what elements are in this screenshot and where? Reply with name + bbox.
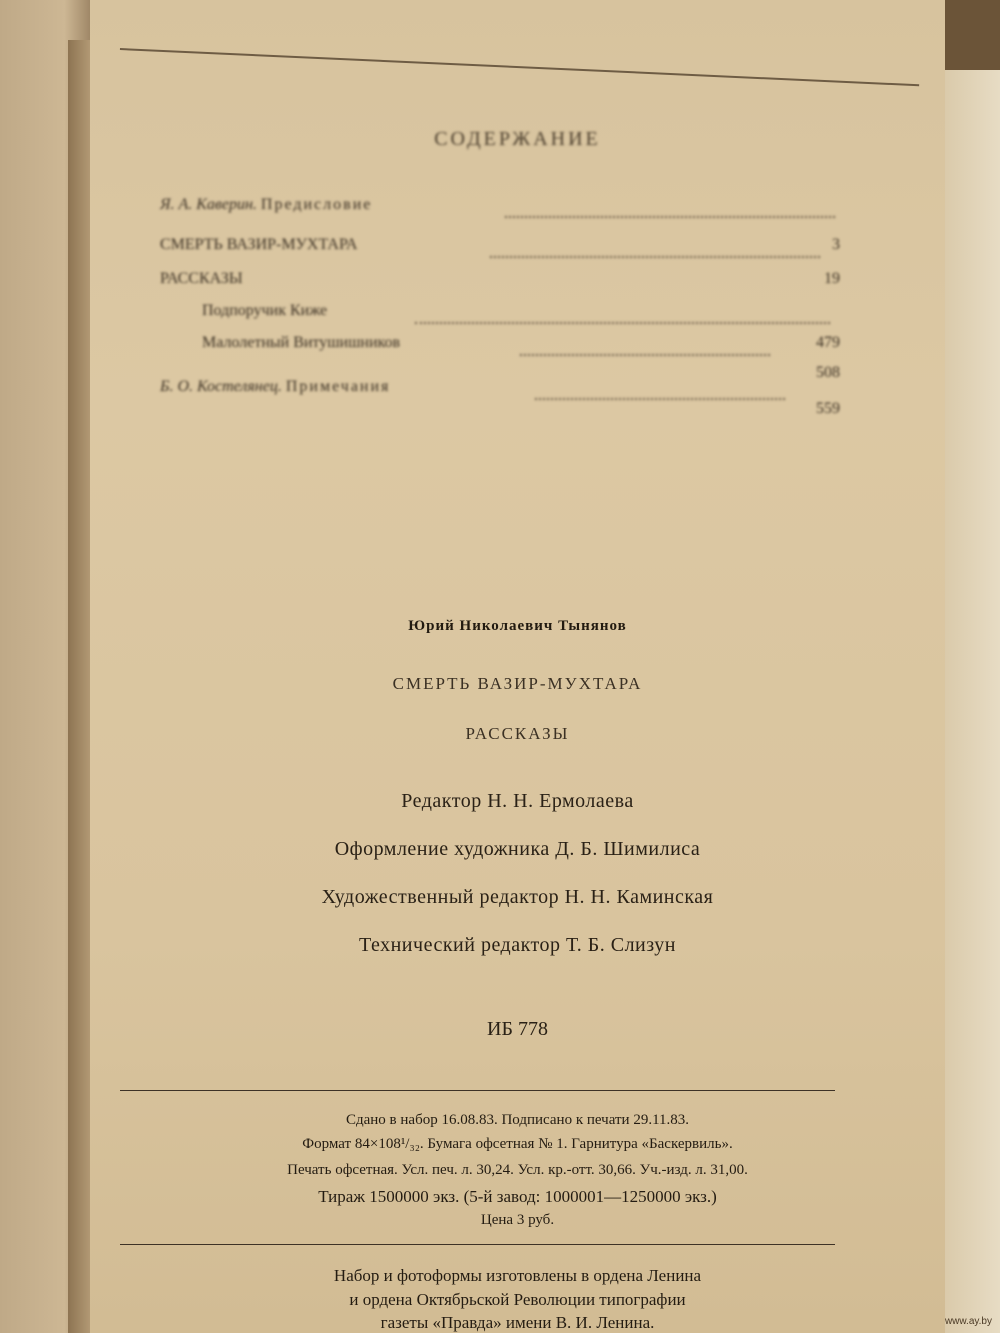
toc-entry-label: Примечания <box>285 378 391 395</box>
toc-entry <box>160 334 840 362</box>
credit-tech-editor: Технический редактор Т. Б. Слизун <box>359 934 676 956</box>
credit-art-editor: Художественный редактор Н. Н. Каминская <box>321 886 714 908</box>
book-page <box>90 0 945 1333</box>
credit-editor: Редактор Н. Н. Ермолаева <box>401 790 634 812</box>
ib-number: ИБ 778 <box>487 1018 548 1040</box>
toc-entry-label: РАССКАЗЫ <box>160 270 243 287</box>
toc-entry-label: Малолетный Витушишников <box>202 334 401 351</box>
toc-entry-label: СМЕРТЬ ВАЗИР-МУХТАРА <box>160 236 358 253</box>
imprint-line: Сдано в набор 16.08.83. Подписано к печати 29.11.83. <box>345 1112 690 1128</box>
credit-designer: Оформление художника Д. Б. Шимилиса <box>334 838 701 860</box>
toc-entry <box>160 302 840 330</box>
dot-leader <box>505 216 835 218</box>
printer-line: и ордена Октябрьской Революции типографии <box>349 1290 686 1309</box>
dot-leader <box>490 256 820 258</box>
toc-entry-label: Подпоручик Киже <box>202 302 328 319</box>
book-title: СМЕРТЬ ВАЗИР-МУХТАРА <box>392 674 643 693</box>
page-edge <box>68 40 92 1333</box>
imprint-line: Формат 84×108¹/₃₂. Бумага офсетная № 1. Гарнитура «Баскервиль». <box>302 1136 733 1152</box>
toc-entry-author: Б. О. Костелянец. <box>160 378 282 395</box>
toc-entry-page: 479 <box>816 334 840 351</box>
toc-entry-author: Я. А. Каверин. <box>160 196 257 213</box>
toc-entry <box>160 270 840 298</box>
toc-entry-page: 559 <box>816 400 840 417</box>
imprint-rule-top <box>120 1090 835 1091</box>
printer-line: газеты «Правда» имени В. И. Ленина. <box>380 1313 655 1332</box>
author-name: Юрий Николаевич Тынянов <box>408 618 627 634</box>
contents-title: СОДЕРЖАНИЕ <box>434 128 601 150</box>
dot-leader <box>520 354 770 356</box>
book-subtitle: РАССКАЗЫ <box>465 724 570 743</box>
toc-entry-label: Предисловие <box>260 196 373 213</box>
toc-entry <box>160 400 840 428</box>
price: Цена 3 руб. <box>480 1212 555 1228</box>
watermark: www.ay.by <box>944 1316 992 1327</box>
toc-entry-page: 3 <box>832 236 840 253</box>
imprint-line: Тираж 1500000 экз. (5-й завод: 1000001—1250000 экз.) <box>318 1187 717 1206</box>
imprint-line: Печать офсетная. Усл. печ. л. 30,24. Усл. кр.-отт. 30,66. Уч.-изд. л. 31,00. <box>287 1162 748 1178</box>
toc-entry-page: 508 <box>816 364 840 381</box>
toc-entry <box>160 196 840 224</box>
toc-entry <box>160 236 840 264</box>
printer-line: Набор и фотоформы изготовлены в ордена Ленина <box>333 1266 702 1285</box>
imprint-rule-bottom <box>120 1244 835 1245</box>
toc-entry-page: 19 <box>824 270 840 287</box>
dot-leader <box>415 322 830 324</box>
top-rule <box>120 48 919 86</box>
